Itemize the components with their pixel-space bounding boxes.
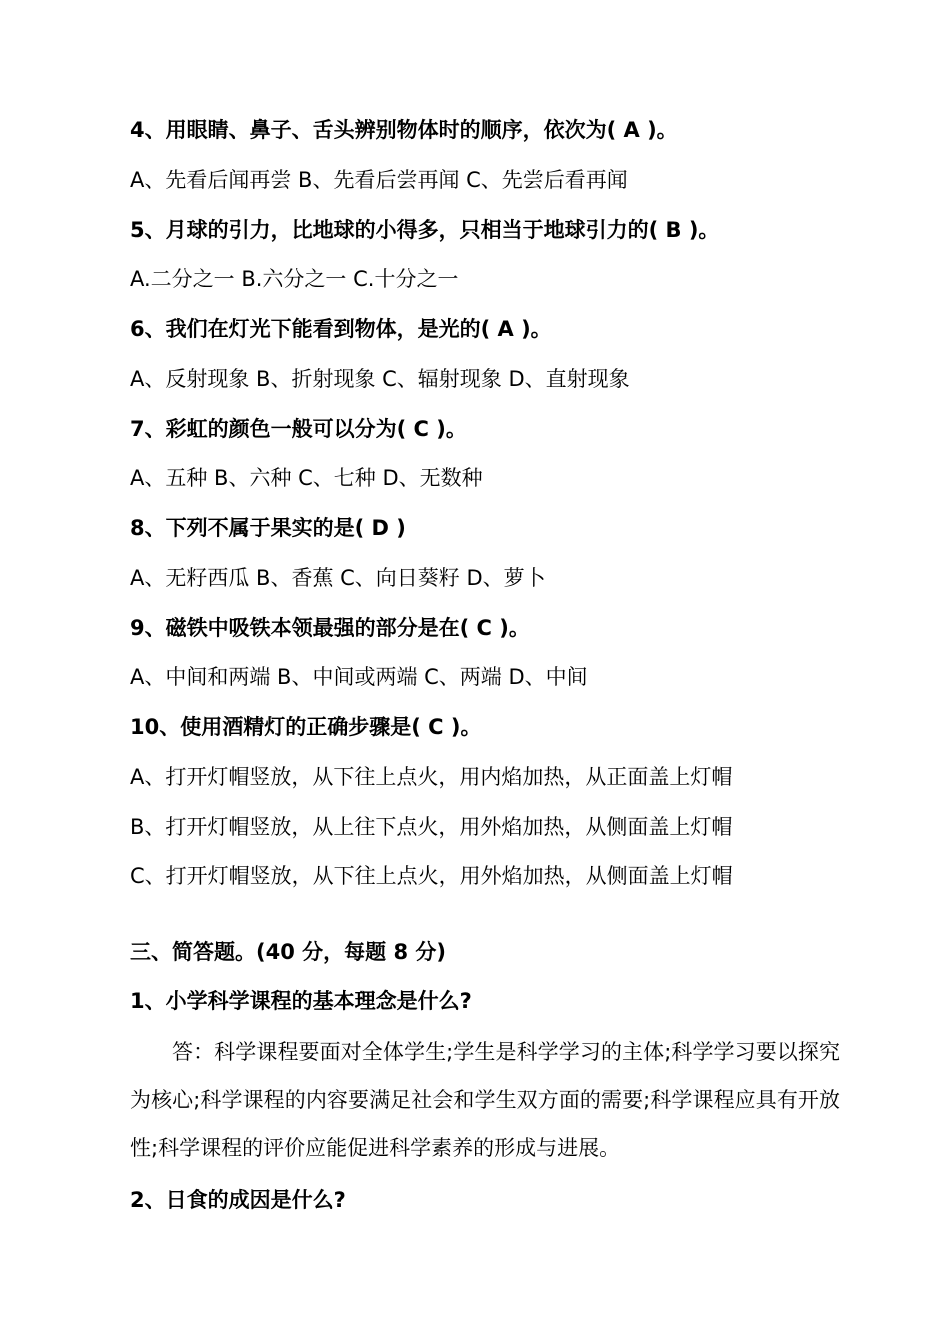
question-8-options: A、无籽西瓜 B、香蕉 C、向日葵籽 D、萝卜 [130, 566, 546, 590]
question-10-option-c: C、打开灯帽竖放，从下往上点火，用外焰加热，从侧面盖上灯帽 [130, 864, 733, 888]
question-7-stem: 7、彩虹的颜色一般可以分为( C )。 [130, 417, 467, 441]
question-5-options: A.二分之一 B.六分之一 C.十分之一 [130, 267, 459, 291]
short-answer-1-answer: 答：科学课程要面对全体学生;学生是科学学习的主体;科学学习要以探究为核心;科学课程的内容要满足社会和学生双方面的需要;科学课程应具有开放性;科学课程的评价应能促进科学素养的形成与进展。 [130, 1040, 840, 1160]
question-8-stem: 8、下列不属于果实的是( D ) [130, 516, 406, 540]
short-answer-1-question: 1、小学科学课程的基本理念是什么? [130, 989, 472, 1013]
question-6-stem: 6、我们在灯光下能看到物体，是光的( A )。 [130, 317, 552, 341]
question-5-stem: 5、月球的引力，比地球的小得多，只相当于地球引力的( B )。 [130, 218, 720, 242]
question-10-option-b: B、打开灯帽竖放，从上往下点火，用外焰加热，从侧面盖上灯帽 [130, 815, 733, 839]
short-answer-2-question: 2、日食的成因是什么? [130, 1188, 346, 1212]
question-10-stem: 10、使用酒精灯的正确步骤是( C )。 [130, 715, 482, 739]
section-3-title: 三、简答题。(40 分，每题 8 分) [130, 940, 446, 964]
question-4-stem: 4、用眼睛、鼻子、舌头辨别物体时的顺序，依次为( A )。 [130, 118, 678, 142]
question-9-options: A、中间和两端 B、中间或两端 C、两端 D、中间 [130, 665, 588, 689]
question-7-options: A、五种 B、六种 C、七种 D、无数种 [130, 466, 483, 490]
question-9-stem: 9、磁铁中吸铁本领最强的部分是在( C )。 [130, 616, 530, 640]
question-10-option-a: A、打开灯帽竖放，从下往上点火，用内焰加热，从正面盖上灯帽 [130, 765, 733, 789]
question-4-options: A、先看后闻再尝 B、先看后尝再闻 C、先尝后看再闻 [130, 168, 628, 192]
question-6-options: A、反射现象 B、折射现象 C、辐射现象 D、直射现象 [130, 367, 630, 391]
